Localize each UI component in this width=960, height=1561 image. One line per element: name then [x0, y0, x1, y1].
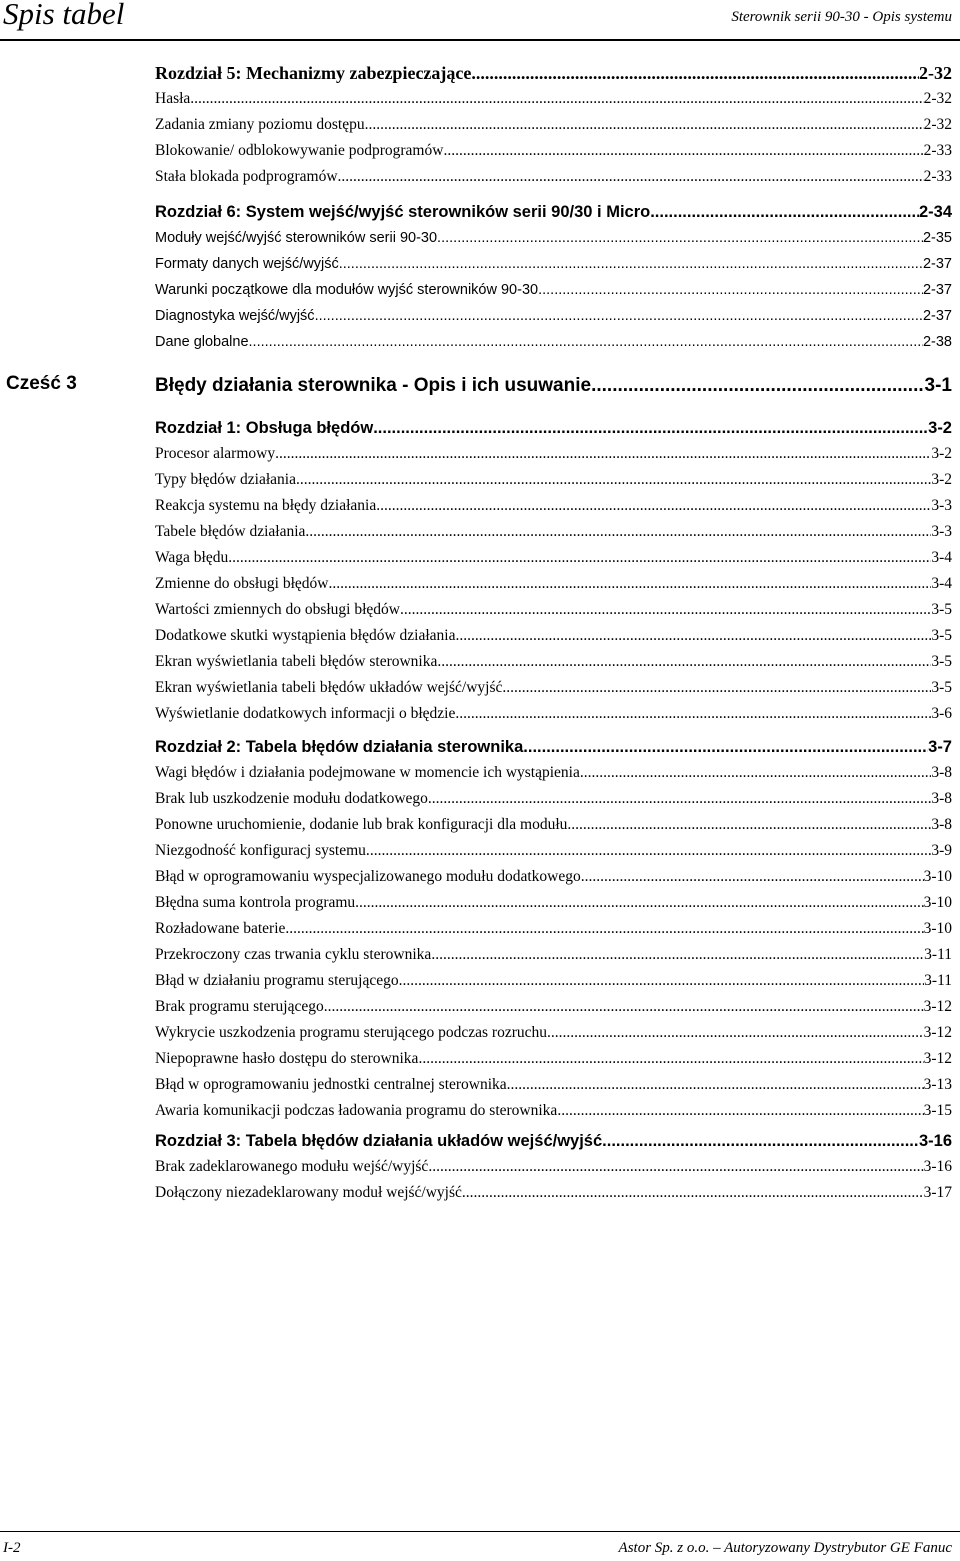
toc-leader-dots — [650, 202, 919, 222]
toc-page-number: 2-35 — [922, 230, 952, 246]
toc-entry[interactable] — [155, 698, 952, 724]
toc-entry[interactable] — [155, 887, 952, 913]
toc-part[interactable] — [155, 370, 952, 396]
toc-leader-dots — [557, 1101, 923, 1121]
toc-page-number: 3-9 — [931, 842, 952, 859]
toc-entry[interactable] — [155, 1151, 952, 1177]
toc-chapter[interactable] — [155, 412, 952, 438]
toc-page-number: 2-32 — [919, 63, 952, 83]
toc-page-number: 3-15 — [923, 1102, 952, 1119]
toc-page-number: 2-37 — [922, 256, 952, 272]
toc-entry[interactable] — [155, 109, 952, 135]
toc-leader-dots — [602, 1131, 919, 1151]
toc-page-number: 3-5 — [931, 653, 952, 670]
toc-page-number: 2-33 — [923, 142, 952, 159]
toc-leader-dots — [285, 919, 923, 939]
toc-entry[interactable] — [155, 809, 952, 835]
toc-entry-title: Błąd w oprogramowaniu wyspecjalizowanego modułu dodatkowego — [155, 868, 581, 885]
toc-page-number: 3-11 — [924, 946, 952, 963]
toc-page-number: 3-7 — [928, 738, 952, 756]
toc-page-number: 3-10 — [923, 894, 952, 911]
toc-entry-title: Zadania zmiany poziomu dostępu — [155, 116, 365, 133]
toc-leader-dots — [228, 548, 931, 568]
toc-leader-dots — [296, 470, 931, 490]
toc-chapter[interactable] — [155, 196, 952, 222]
toc-entry[interactable] — [155, 783, 952, 809]
toc-entry-title: Wartości zmiennych do obsługi błędów — [155, 601, 400, 618]
toc-entry[interactable] — [155, 991, 952, 1017]
toc-entry-title: Procesor alarmowy — [155, 445, 276, 462]
toc-page-number: 3-3 — [931, 523, 952, 540]
toc-entry-title: Wykrycie uszkodzenia programu sterującego podczas rozruchu — [155, 1024, 547, 1041]
toc-chapter[interactable] — [155, 57, 952, 83]
toc-leader-dots — [418, 1049, 923, 1069]
document-subtitle: Sterownik serii 90-30 - Opis systemu — [731, 9, 952, 25]
part-label: Cześć 3 — [6, 373, 77, 394]
toc-leader-dots — [370, 841, 932, 861]
toc-page-number: 3-12 — [923, 1024, 952, 1041]
toc-entry-title: Dodatkowe skutki wystąpienia błędów działania — [155, 627, 456, 644]
toc-entry-title: Waga błędu — [155, 549, 229, 566]
toc-leader-dots — [502, 678, 931, 698]
toc-entry-title: Warunki początkowe dla modułów wyjść sterowników 90-30 — [155, 282, 539, 298]
toc-entry[interactable] — [155, 135, 952, 161]
toc-page-number: 3-11 — [924, 972, 952, 989]
toc-entry-title: Błąd w działaniu programu sterującego — [155, 972, 399, 989]
toc-entry-title: Przekroczony czas trwania cyklu sterownika — [155, 946, 432, 963]
toc-leader-dots — [355, 893, 923, 913]
toc-leader-dots — [339, 254, 923, 274]
toc-page-number: 3-8 — [931, 790, 952, 807]
toc-entry[interactable] — [155, 464, 952, 490]
toc-leader-dots — [190, 89, 923, 109]
toc-page-number: 3-16 — [923, 1158, 952, 1175]
toc-entry[interactable] — [155, 757, 952, 783]
toc-entry[interactable] — [155, 274, 952, 300]
toc-entry[interactable] — [155, 161, 952, 187]
toc-leader-dots — [400, 600, 931, 620]
toc-entry-title: Dane globalne — [155, 334, 249, 350]
toc-page-number: 2-38 — [922, 334, 952, 350]
toc-entry[interactable] — [155, 913, 952, 939]
toc-leader-dots — [431, 945, 924, 965]
toc-entry[interactable] — [155, 1069, 952, 1095]
toc-entry[interactable] — [155, 326, 952, 352]
toc-page-number: 3-12 — [923, 1050, 952, 1067]
toc-entry-title: Brak programu sterującego — [155, 998, 324, 1015]
toc-entry-title: Wagi błędów i działania podejmowane w momencie ich wystąpienia — [155, 764, 580, 781]
page-number: I-2 — [3, 1540, 21, 1556]
toc-leader-dots — [275, 444, 931, 464]
toc-page-number: 3-8 — [931, 764, 952, 781]
toc-entry[interactable] — [155, 672, 952, 698]
toc-leader-dots — [580, 763, 931, 783]
toc-leader-dots — [523, 737, 928, 757]
toc-chapter[interactable] — [155, 731, 952, 757]
toc-entry[interactable] — [155, 861, 952, 887]
toc-entry-title: Formaty danych wejść/wyjść — [155, 256, 339, 272]
toc-leader-dots — [538, 280, 923, 300]
toc-leader-dots — [507, 1075, 924, 1095]
toc-entry-title: Brak lub uszkodzenie modułu dodatkowego — [155, 790, 428, 807]
toc-entry[interactable] — [155, 939, 952, 965]
toc-entry[interactable] — [155, 1177, 952, 1203]
toc-page-number: 3-4 — [931, 575, 952, 592]
toc-entry[interactable] — [155, 248, 952, 274]
toc-leader-dots — [365, 115, 924, 135]
toc-page-number: 2-37 — [922, 308, 952, 324]
toc-entry-title: Ekran wyświetlania tabeli błędów układów wejść/wyjść — [155, 679, 503, 696]
toc-leader-dots — [443, 141, 923, 161]
toc-entry[interactable] — [155, 490, 952, 516]
toc-page-number: 3-17 — [923, 1184, 952, 1201]
toc-leader-dots — [428, 1157, 923, 1177]
toc-entry[interactable] — [155, 542, 952, 568]
toc-page-number: 3-13 — [923, 1076, 952, 1093]
toc-entry[interactable] — [155, 438, 952, 464]
toc-entry-title: Brak zadeklarowanego modułu wejść/wyjść — [155, 1158, 429, 1175]
toc-page-number: 3-2 — [931, 445, 952, 462]
toc-entry[interactable] — [155, 568, 952, 594]
toc-entry-title: Zmienne do obsługi błędów — [155, 575, 329, 592]
toc-entry-title: Błędy działania sterownika - Opis i ich usuwanie — [155, 375, 592, 396]
toc-page-number: 3-5 — [931, 679, 952, 696]
toc-leader-dots — [249, 332, 923, 352]
toc-page-number: 3-4 — [931, 549, 952, 566]
toc-entry-title: Rozładowane baterie — [155, 920, 286, 937]
toc-entry-title: Rozdział 1: Obsługa błędów — [155, 419, 374, 437]
toc-leader-dots — [581, 867, 924, 887]
toc-entry-title: Ekran wyświetlania tabeli błędów sterownika — [155, 653, 438, 670]
toc-leader-dots — [324, 997, 924, 1017]
toc-leader-dots — [455, 626, 931, 646]
toc-page-number: 3-16 — [918, 1132, 952, 1150]
toc-leader-dots — [567, 815, 931, 835]
toc-entry-title: Blokowanie/ odblokowywanie podprogramów — [155, 142, 444, 159]
toc-leader-dots — [329, 574, 932, 594]
toc-leader-dots — [437, 228, 923, 248]
toc-entry-title: Reakcja systemu na błędy działania — [155, 497, 377, 514]
toc-page-number: 3-8 — [931, 816, 952, 833]
toc-entry-title: Moduły wejść/wyjść sterowników serii 90-30 — [155, 230, 438, 246]
toc-page-number: 3-10 — [923, 920, 952, 937]
toc-page-number: 3-1 — [924, 375, 952, 396]
toc-leader-dots — [471, 63, 919, 83]
toc-chapter[interactable] — [155, 1125, 952, 1151]
toc-entry-title: Tabele błędów działania — [155, 523, 306, 540]
toc-page-number: 2-33 — [923, 168, 952, 185]
toc-leader-dots — [376, 496, 931, 516]
toc-entry[interactable] — [155, 620, 952, 646]
toc-page-number: 2-34 — [918, 203, 952, 221]
toc-page-number: 2-32 — [923, 90, 952, 107]
toc-entry-title: Hasła — [155, 90, 191, 107]
toc-page-number: 3-2 — [931, 471, 952, 488]
toc-entry-title: Błąd w oprogramowaniu jednostki centralnej sterownika — [155, 1076, 507, 1093]
page-footer — [0, 1531, 960, 1561]
toc-leader-dots — [462, 1183, 924, 1203]
toc-entry-title: Wyświetlanie dodatkowych informacji o błędzie — [155, 705, 456, 722]
toc-entry-title: Awaria komunikacji podczas ładowania programu do sterownika — [155, 1102, 558, 1119]
page-title: Spis tabel — [3, 0, 125, 31]
toc-entry-title: Rozdział 2: Tabela błędów działania sterownika — [155, 738, 524, 756]
footer-divider — [0, 1531, 960, 1532]
toc-leader-dots — [428, 789, 931, 809]
toc-entry-title: Rozdział 6: System wejść/wyjść sterowników serii 90/30 i Micro — [155, 203, 651, 221]
toc-entry[interactable] — [155, 835, 952, 861]
toc-entry[interactable] — [155, 516, 952, 542]
toc-page-number: 3-5 — [931, 601, 952, 618]
publisher-credit: Astor Sp. z o.o. – Autoryzowany Dystrybutor GE Fanuc — [618, 1540, 952, 1556]
toc-leader-dots — [338, 167, 924, 187]
toc-leader-dots — [547, 1023, 924, 1043]
toc-entry[interactable] — [155, 1017, 952, 1043]
toc-entry-title: Typy błędów działania — [155, 471, 296, 488]
toc-leader-dots — [305, 522, 931, 542]
toc-page-number: 2-37 — [922, 282, 952, 298]
toc-leader-dots — [437, 652, 931, 672]
toc-leader-dots — [373, 418, 928, 438]
toc-entry[interactable] — [155, 1043, 952, 1069]
toc-entry-title: Rozdział 3: Tabela błędów działania układów wejść/wyjść — [155, 1132, 603, 1150]
toc-entry[interactable] — [155, 594, 952, 620]
toc-entry-title: Stała blokada podprogramów — [155, 168, 338, 185]
toc-leader-dots — [591, 376, 924, 396]
toc-page-number: 3-12 — [923, 998, 952, 1015]
toc-page-number: 3-6 — [931, 705, 952, 722]
toc-entry-title: Błędna suma kontrola programu — [155, 894, 356, 911]
toc-page-number: 3-5 — [931, 627, 952, 644]
toc-leader-dots — [315, 306, 923, 326]
toc-entry-title: Niepoprawne hasło dostępu do sterownika — [155, 1050, 419, 1067]
toc-page-number: 3-10 — [923, 868, 952, 885]
toc-entry[interactable] — [155, 646, 952, 672]
toc-entry[interactable] — [155, 300, 952, 326]
toc-page-number: 2-32 — [923, 116, 952, 133]
toc-entry[interactable] — [155, 83, 952, 109]
toc-page-number: 3-3 — [931, 497, 952, 514]
toc-leader-dots — [455, 704, 931, 724]
toc-entry-title: Diagnostyka wejść/wyjść — [155, 308, 315, 324]
toc-entry[interactable] — [155, 1095, 952, 1121]
toc-leader-dots — [399, 971, 925, 991]
toc-entry[interactable] — [155, 222, 952, 248]
toc-entry-title: Dołączony niezadeklarowany moduł wejść/wyjść — [155, 1184, 462, 1201]
toc-entry-title: Ponowne uruchomienie, dodanie lub brak konfiguracji dla modułu — [155, 816, 568, 833]
toc-entry-title: Rozdział 5: Mechanizmy zabezpieczające — [155, 63, 472, 83]
toc-entry[interactable] — [155, 965, 952, 991]
toc-entry-title: Niezgodność konfiguracj systemu. — [155, 842, 370, 859]
toc-page-number: 3-2 — [928, 419, 952, 437]
